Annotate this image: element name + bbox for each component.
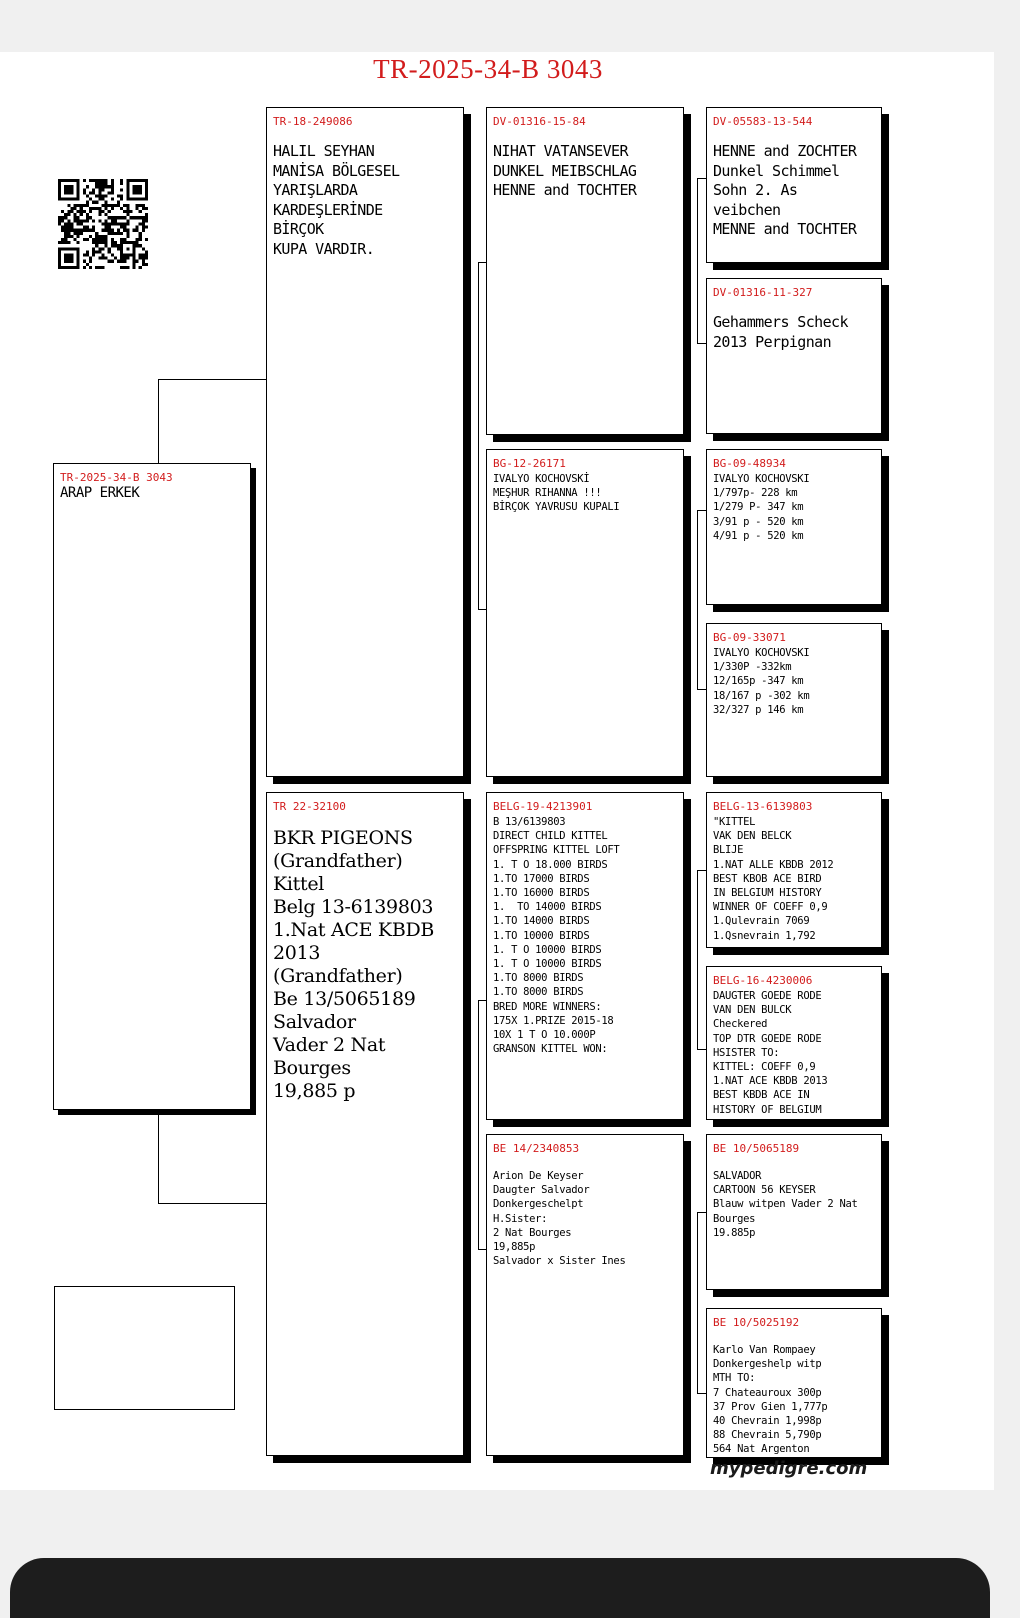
photo-placeholder (54, 1286, 235, 1410)
connector-subject-sire (158, 379, 268, 465)
ggp-box (706, 107, 882, 263)
ggp-box (706, 1134, 882, 1290)
sire-dam-box (486, 449, 684, 777)
ggp-text: HENNE and ZOCHTER Dunkel Schimmel Sohn 2. As veibchen MENNE and TOCHTER (713, 142, 857, 238)
sire-dam-text: IVALYO KOCHOVSKİ MEŞHUR RIHANNA !!! BİRÇOK YAVRUSU KUPALI (493, 473, 620, 514)
ggp-ring-id: BE 10/5065189 (713, 1142, 800, 1155)
ggp-box (706, 278, 882, 434)
ggp-ring-id: BE 10/5025192 (713, 1316, 800, 1329)
ggp-box (706, 623, 882, 777)
dam-text: BKR PIGEONS (Grandfather) Kittel Belg 13-6139803 1.Nat ACE KBDB 2013 (Grandfather) Be 13/5065189 Salvador Vader 2 Nat Bourges 19,885 p (273, 827, 435, 1102)
sire-ring-id: TR-18-249086 (273, 115, 353, 128)
ggp-ring-id: BELG-13-6139803 (713, 800, 813, 813)
dam-dam-text: Arion De Keyser Daugter Salvador Donkergeschelpt H.Sister: 2 Nat Bourges 19,885p Salvador x Sister Ines (493, 1170, 626, 1268)
dam-dam-ring-id: BE 14/2340853 (493, 1142, 580, 1155)
sire-box (266, 107, 464, 777)
dam-dam-box (486, 1134, 684, 1456)
ggp-text: Karlo Van Rompaey Donkergeshelp witp MTH TO: 7 Chateauroux 300p 37 Prov Gien 1,777p 40 Chevrain 1,998p 88 Chevrain 5,790p 564 Nat Argenton (713, 1344, 828, 1456)
ggp-ring-id: BG-09-33071 (713, 631, 786, 644)
dam-sire-box (486, 792, 684, 1120)
ggp-ring-id: BG-09-48934 (713, 457, 786, 470)
bottom-sheet-handle (10, 1558, 990, 1618)
ggp-ring-id: BELG-16-4230006 (713, 974, 813, 987)
connector-subject-dam (158, 1110, 268, 1204)
qr-code-icon (58, 176, 148, 272)
ggp-box (706, 792, 882, 948)
subject-box (53, 463, 251, 1110)
ggp-box (706, 449, 882, 605)
ggp-text: SALVADOR CARTOON 56 KEYSER Blauw witpen Vader 2 Nat Bourges 19.885p (713, 1170, 858, 1239)
dam-sire-text: B 13/6139803 DIRECT CHILD KITTEL OFFSPRING KITTEL LOFT 1. T O 18.000 BIRDS 1.TO 17000 BIRDS 1.TO 16000 BIRDS 1. TO 14000 BIRDS 1.TO 14000 BIRDS 1.TO 10000 BIRDS 1. T O 10000 BIRDS 1. T O 10000 BIRDS 1.TO 8000 BIRDS 1.TO 8000 BIRDS BRED MORE WINNERS: 175X 1.PRIZE 2015-18 10X 1 T O 10.000P GRANSON KITTEL WON: (493, 816, 620, 1056)
ggp-box (706, 1308, 882, 1458)
sire-sire-text: NIHAT VATANSEVER DUNKEL MEIBSCHLAG HENNE and TOCHTER (493, 142, 637, 199)
subject-text: ARAP ERKEK (60, 485, 140, 501)
ggp-text: IVALYO KOCHOVSKI 1/330P -332km 12/165p -347 km 18/167 p -302 km 32/327 p 146 km (713, 647, 810, 716)
ggp-text: Gehammers Scheck 2013 Perpignan (713, 313, 848, 351)
page-title: TR-2025-34-B 3043 (373, 54, 603, 84)
ggp-ring-id: DV-01316-11-327 (713, 286, 813, 299)
ggp-text: IVALYO KOCHOVSKI 1/797p- 228 km 1/279 P- 347 km 3/91 p - 520 km 4/91 p - 520 km (713, 473, 810, 542)
ggp-box (706, 966, 882, 1120)
ggp-text: "KITTEL VAK DEN BELCK BLIJE 1.NAT ALLE KBDB 2012 BEST KBOB ACE BIRD IN BELGIUM HISTORY WINNER OF COEFF 0,9 1.Qulevrain 7069 1.Qsnevrain 1,792 (713, 816, 834, 942)
system-bottom-bar (0, 1548, 1020, 1600)
sire-text: HALIL SEYHAN MANİSA BÖLGESEL YARIŞLARDA KARDEŞLERİNDE BİRÇOK KUPA VARDIR. (273, 142, 400, 258)
ggp-ring-id: DV-05583-13-544 (713, 115, 813, 128)
subject-ring-id: TR-2025-34-B 3043 (60, 471, 173, 484)
dam-box (266, 792, 464, 1456)
sire-sire-box (486, 107, 684, 435)
sire-sire-ring-id: DV-01316-15-84 (493, 115, 586, 128)
dam-sire-ring-id: BELG-19-4213901 (493, 800, 593, 813)
brand-watermark: mypedigre.com (710, 1458, 868, 1479)
ggp-text: DAUGTER GOEDE RODE VAN DEN BULCK Checkered TOP DTR GOEDE RODE HSISTER TO: KITTEL: COEFF 0,9 1.NAT ACE KBDB 2013 BEST KBDB ACE IN HISTORY OF BELGIUM (713, 990, 828, 1116)
sire-dam-ring-id: BG-12-26171 (493, 457, 566, 470)
dam-ring-id: TR 22-32100 (273, 800, 346, 813)
